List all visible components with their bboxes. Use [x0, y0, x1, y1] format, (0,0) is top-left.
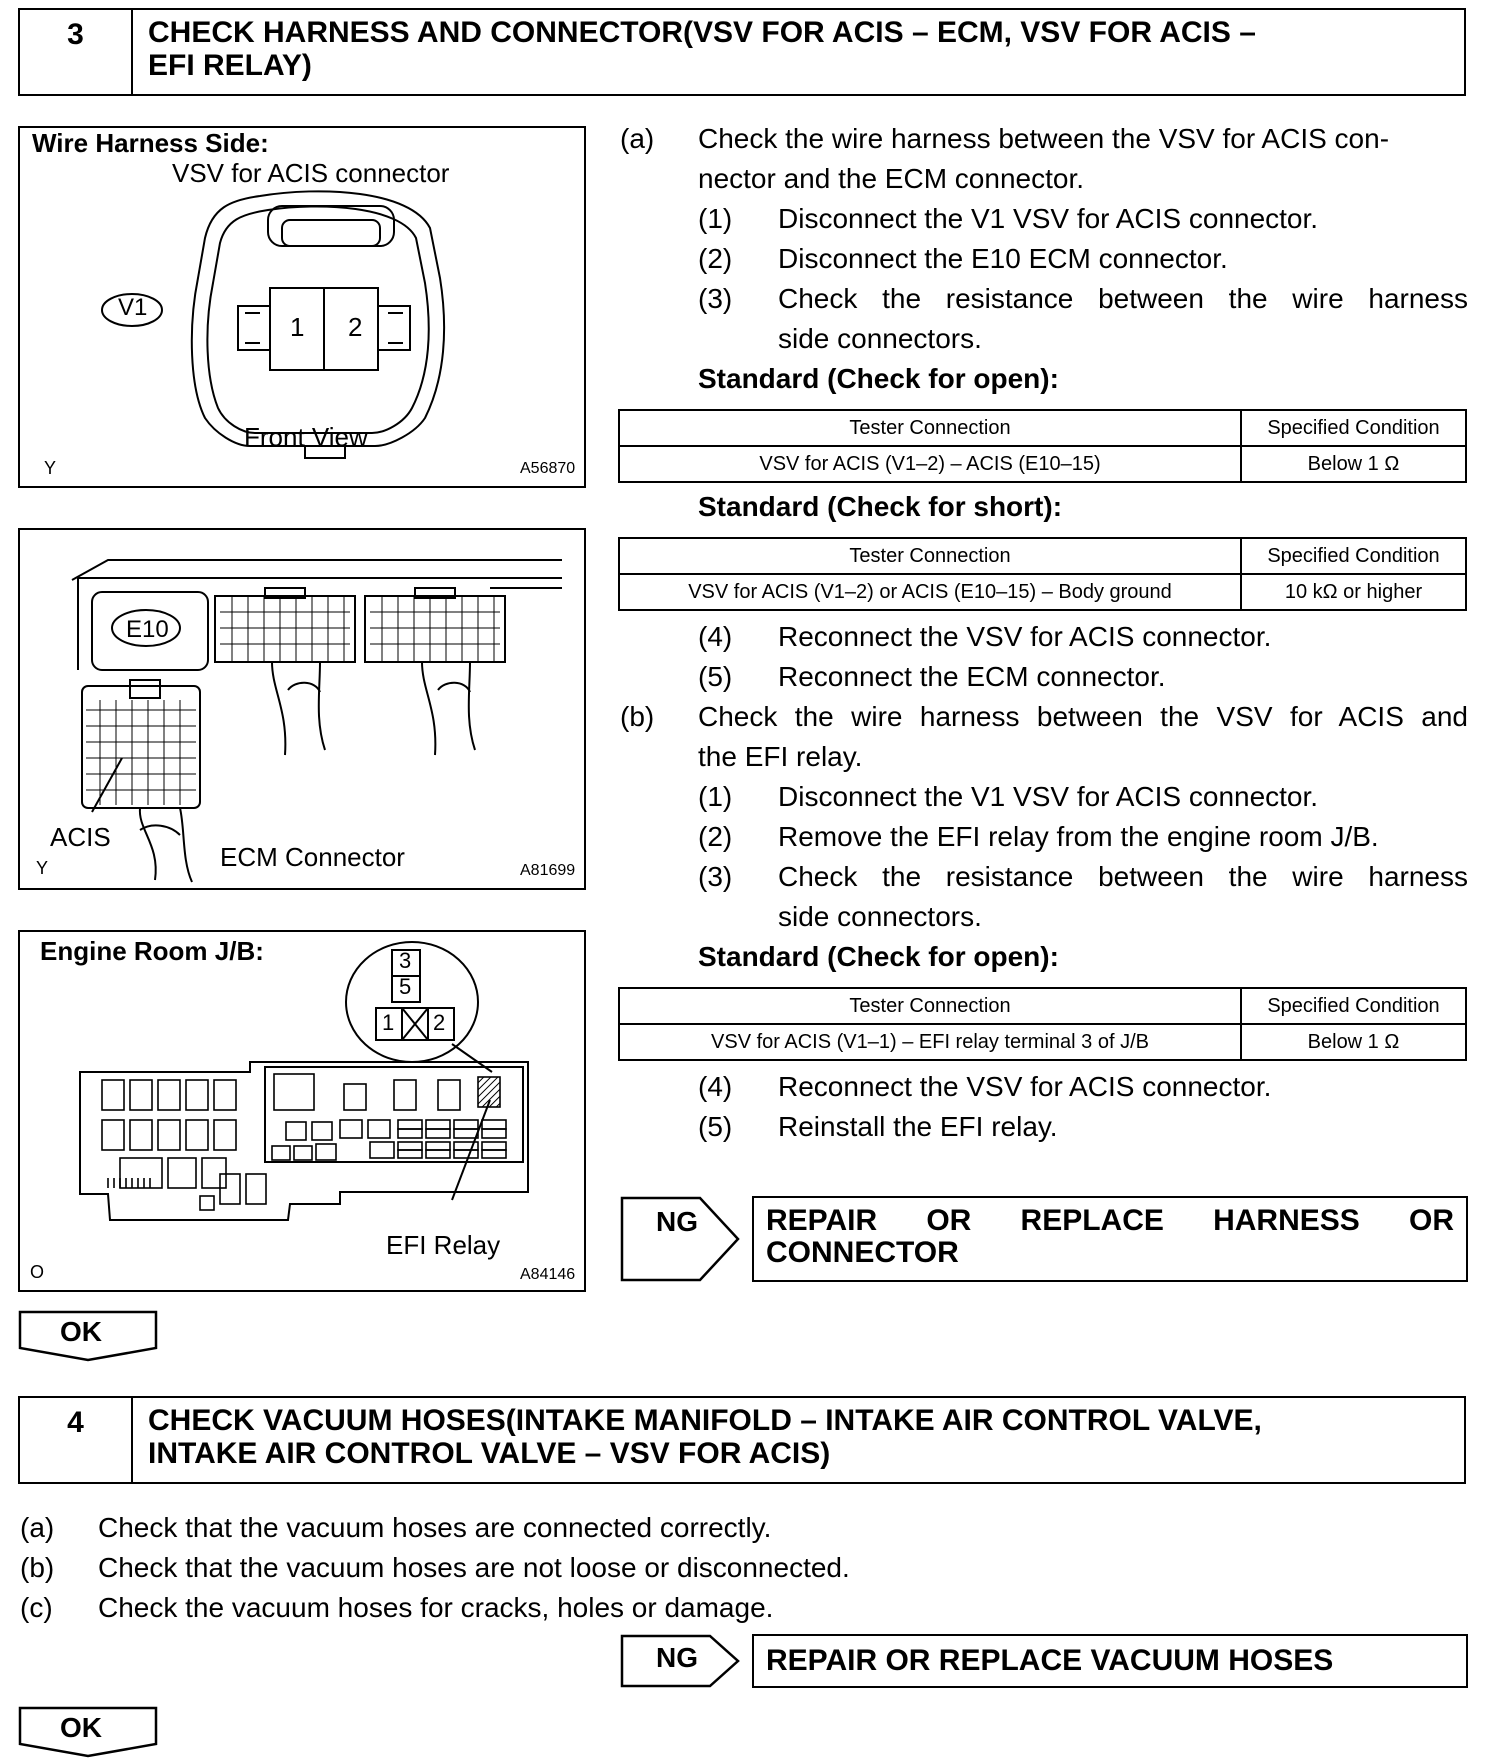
relay-label: EFI Relay: [386, 1230, 501, 1260]
step-number: 4: [20, 1398, 133, 1482]
cell-specified-condition: Below 1 Ω: [1241, 446, 1466, 482]
header-specified-condition: Specified Condition: [1241, 538, 1466, 574]
item-b-marker: (b): [620, 701, 655, 732]
ng-action-text-2: REPAIR OR REPLACE VACUUM HOSES: [766, 1644, 1334, 1677]
item-b5: Reinstall the EFI relay.: [778, 1111, 1058, 1142]
cell-specified-condition: Below 1 Ω: [1241, 1024, 1466, 1060]
standard-open-heading: Standard (Check for open):: [698, 363, 1059, 394]
header-specified-condition: Specified Condition: [1241, 410, 1466, 446]
item-a-line-1: Check the wire harness between the VSV for ACIS con-: [698, 123, 1390, 154]
step4-item-c-marker: (c): [20, 1592, 53, 1623]
item-b-line-1: Check the wire harness between the VSV for ACIS and: [698, 701, 1468, 732]
item-b1: Disconnect the V1 VSV for ACIS connector.: [778, 781, 1319, 812]
item-b-line-2: the EFI relay.: [698, 741, 863, 772]
table-header-row: [619, 410, 1466, 446]
table-check-open-relay: [618, 987, 1467, 1061]
step-title-line-2: INTAKE AIR CONTROL VALVE – VSV FOR ACIS): [148, 1437, 831, 1470]
step-number: 3: [20, 10, 133, 94]
ng-action-line-1: [766, 1204, 1454, 1238]
figure-code: A56870: [520, 460, 576, 477]
ecm-label: ECM Connector: [220, 842, 405, 872]
figure-vsv-connector: [18, 126, 586, 488]
item-b2-marker: (2): [698, 821, 733, 852]
ng-word: OR: [926, 1204, 972, 1237]
step-4-header: [18, 1396, 1466, 1484]
ng-action-line-2: CONNECTOR: [766, 1236, 959, 1269]
item-a5-marker: (5): [698, 661, 733, 692]
step-title: [148, 16, 1434, 82]
step-title-line-1: CHECK VACUUM HOSES(INTAKE MANIFOLD – INTAKE AIR CONTROL VALVE,: [148, 1404, 1262, 1437]
ok-label-1: OK: [60, 1316, 102, 1347]
item-b4: Reconnect the VSV for ACIS connector.: [778, 1071, 1272, 1102]
item-a4-marker: (4): [698, 621, 733, 652]
connector-id: E10: [126, 616, 169, 643]
terminal-5: 5: [399, 974, 412, 999]
ng-label-2: NG: [656, 1642, 698, 1673]
corner-letter: O: [30, 1262, 45, 1282]
pin-1: 1: [290, 312, 305, 342]
step-title: [148, 1404, 1434, 1470]
ng-action-box-2: [752, 1634, 1468, 1688]
item-b3-line-1: Check the resistance between the wire harness: [778, 861, 1468, 892]
acis-label: ACIS: [50, 822, 111, 852]
corner-letter: Y: [36, 858, 49, 878]
standard-short-heading: Standard (Check for short):: [698, 491, 1063, 522]
item-a4: Reconnect the VSV for ACIS connector.: [778, 621, 1272, 652]
view-label: Front View: [244, 422, 368, 452]
step4-item-b-marker: (b): [20, 1552, 55, 1583]
item-a5: Reconnect the ECM connector.: [778, 661, 1166, 692]
ng-word: OR: [1409, 1204, 1454, 1237]
item-b4-marker: (4): [698, 1071, 733, 1102]
connector-id: V1: [118, 294, 148, 321]
table-row: [619, 446, 1466, 482]
item-a1: Disconnect the V1 VSV for ACIS connector.: [778, 203, 1319, 234]
item-a2-marker: (2): [698, 243, 733, 274]
table-row: [619, 574, 1466, 610]
table-header-row: [619, 538, 1466, 574]
item-a-line-2: nector and the ECM connector.: [698, 163, 1084, 194]
cell-tester-connection: VSV for ACIS (V1–2) or ACIS (E10–15) – Body ground: [619, 574, 1241, 610]
step4-item-b: Check that the vacuum hoses are not loose or disconnected.: [98, 1552, 850, 1583]
step-3-header: [18, 8, 1466, 96]
ng-word: HARNESS: [1213, 1204, 1360, 1237]
header-tester-connection: Tester Connection: [619, 410, 1241, 446]
ok-label-2: OK: [60, 1712, 102, 1743]
cell-specified-condition: 10 kΩ or higher: [1241, 574, 1466, 610]
ng-action-box-1: [752, 1196, 1468, 1282]
header-specified-condition: Specified Condition: [1241, 988, 1466, 1024]
figure-code: A81699: [520, 862, 576, 879]
step-title-line-1: CHECK HARNESS AND CONNECTOR(VSV FOR ACIS – ECM, VSV FOR ACIS –: [148, 16, 1256, 49]
cell-tester-connection: VSV for ACIS (V1–1) – EFI relay terminal 3 of J/B: [619, 1024, 1241, 1060]
item-b5-marker: (5): [698, 1111, 733, 1142]
pin-2: 2: [348, 312, 363, 342]
item-a3-line-1: Check the resistance between the wire harness: [778, 283, 1468, 314]
step4-item-a-marker: (a): [20, 1512, 55, 1543]
item-a3-marker: (3): [698, 283, 733, 314]
header-tester-connection: Tester Connection: [619, 988, 1241, 1024]
ng-label-1: NG: [656, 1206, 698, 1237]
item-b3-line-2: side connectors.: [778, 901, 982, 932]
figure-heading: Wire Harness Side:: [32, 128, 269, 158]
table-header-row: [619, 988, 1466, 1024]
cell-tester-connection: VSV for ACIS (V1–2) – ACIS (E10–15): [619, 446, 1241, 482]
figure-ecm-connector: [18, 528, 586, 890]
step4-item-c: Check the vacuum hoses for cracks, holes or damage.: [98, 1592, 774, 1623]
header-tester-connection: Tester Connection: [619, 538, 1241, 574]
corner-letter: Y: [44, 458, 57, 478]
ng-word: REPAIR: [766, 1204, 878, 1237]
table-check-short: [618, 537, 1467, 611]
figure-heading: Engine Room J/B:: [40, 936, 264, 966]
step4-item-a: Check that the vacuum hoses are connected correctly.: [98, 1512, 772, 1543]
item-b3-marker: (3): [698, 861, 733, 892]
item-a3-line-2: side connectors.: [778, 323, 982, 354]
table-row: [619, 1024, 1466, 1060]
item-a2: Disconnect the E10 ECM connector.: [778, 243, 1228, 274]
table-check-open-ecm: [618, 409, 1467, 483]
step-title-line-2: EFI RELAY): [148, 49, 312, 82]
terminal-3: 3: [399, 948, 412, 973]
terminal-2: 2: [433, 1010, 446, 1035]
item-b2: Remove the EFI relay from the engine room J/B.: [778, 821, 1379, 852]
terminal-1: 1: [382, 1010, 395, 1035]
item-a1-marker: (1): [698, 203, 733, 234]
standard-open-heading-b: Standard (Check for open):: [698, 941, 1059, 972]
figure-code: A84146: [520, 1266, 576, 1283]
item-b1-marker: (1): [698, 781, 733, 812]
connector-label: VSV for ACIS connector: [172, 158, 450, 188]
item-a-marker: (a): [620, 123, 655, 154]
ng-word: REPLACE: [1020, 1204, 1164, 1237]
figure-engine-room-jb: [18, 930, 586, 1292]
